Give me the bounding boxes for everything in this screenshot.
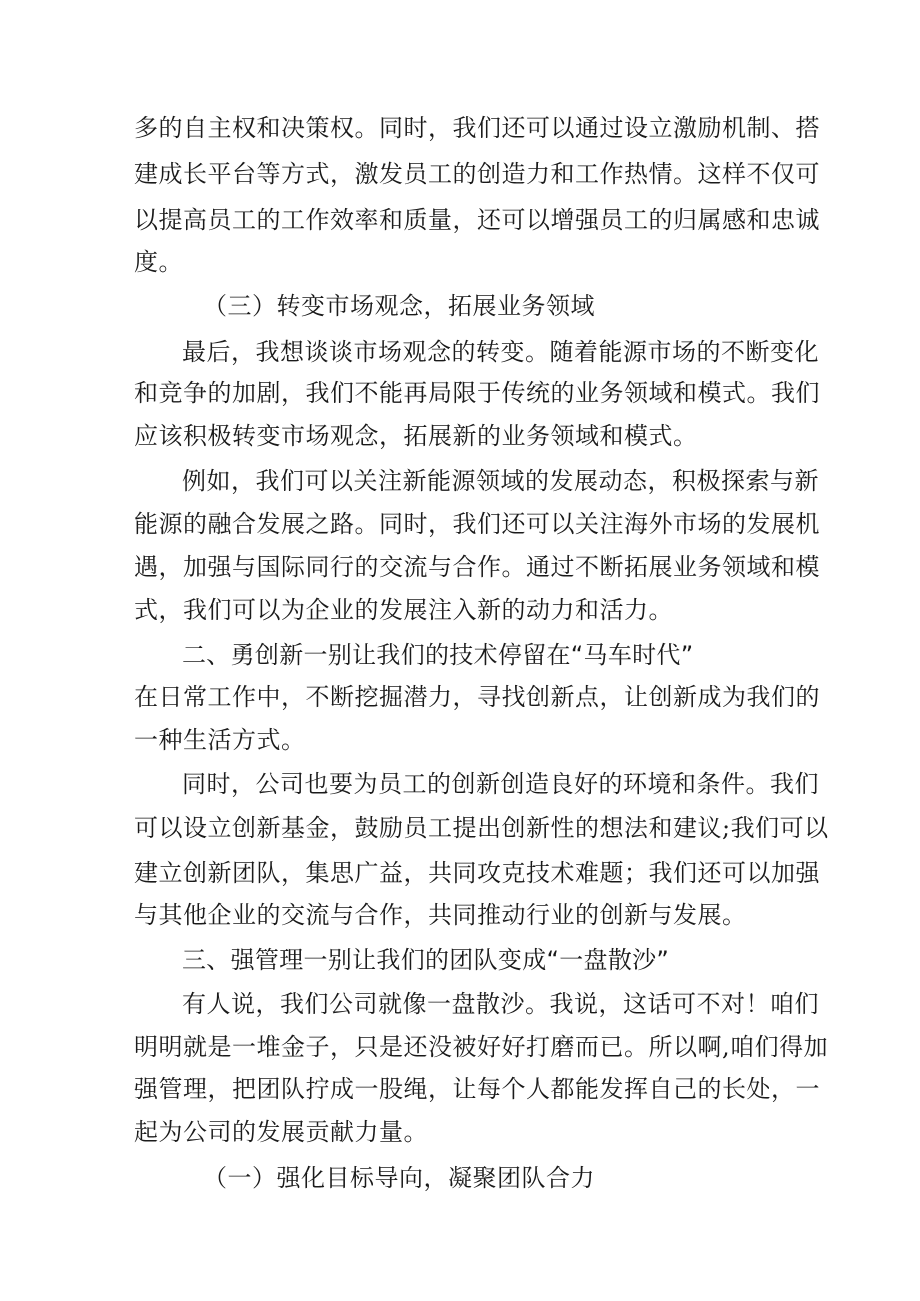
paragraph-line: 建成长平台等方式，激发员工的创造力和工作热情。这样不仅可 [134, 160, 820, 188]
section-heading-3: 三、强管理一别让我们的团队变成“一盘散沙” [182, 946, 670, 974]
paragraph-line: 在日常工作中，不断挖掘潜力，寻找创新点，让创新成为我们的 [134, 683, 820, 711]
paragraph-line: 例如，我们可以关注新能源领域的发展动态，积极探索与新 [182, 467, 819, 495]
paragraph-line: 建立创新团队，集思广益，共同攻克技术难题；我们还可以加强 [134, 859, 820, 887]
paragraph-line: 一种生活方式。 [134, 726, 306, 754]
paragraph-line: 能源的融合发展之路。同时，我们还可以关注海外市场的发展机 [134, 510, 820, 538]
paragraph-line: 有人说，我们公司就像一盘散沙。我说，这话可不对！咱们 [182, 990, 819, 1018]
subheading-1: （一）强化目标导向，凝聚团队合力 [203, 1164, 595, 1192]
subheading-3: （三）转变市场观念，拓展业务领域 [203, 292, 595, 320]
paragraph-line: 同时，公司也要为员工的创新创造良好的环境和条件。我们 [182, 770, 819, 798]
paragraph-line: 与其他企业的交流与合作，共同推动行业的创新与发展。 [134, 901, 747, 929]
paragraph-line: 起为公司的发展贡献力量。 [134, 1118, 428, 1146]
paragraph-line: 强管理，把团队拧成一股绳，让每个人都能发挥自己的长处，一 [134, 1075, 820, 1103]
section-heading-2: 二、勇创新一别让我们的技术停留在“马车时代” [182, 641, 694, 669]
paragraph-line: 遇，加强与国际同行的交流与合作。通过不断拓展业务领域和模 [134, 553, 820, 581]
paragraph-line: 明明就是一堆金子，只是还没被好好打磨而已。所以啊,咱们得加 [134, 1033, 829, 1061]
paragraph-line: 以提高员工的工作效率和质量，还可以增强员工的归属感和忠诚 [134, 206, 820, 234]
paragraph-line: 应该积极转变市场观念，拓展新的业务领域和模式。 [134, 422, 698, 450]
paragraph-line: 和竞争的加剧，我们不能再局限于传统的业务领域和模式。我们 [134, 379, 820, 407]
paragraph-line: 式，我们可以为企业的发展注入新的动力和活力。 [134, 596, 673, 624]
paragraph-line: 可以设立创新基金，鼓励员工提出创新性的想法和建议;我们可以 [134, 814, 829, 842]
paragraph-line: 度。 [134, 248, 183, 276]
paragraph-line: 最后，我想谈谈市场观念的转变。随着能源市场的不断变化 [182, 338, 819, 366]
paragraph-line: 多的自主权和决策权。同时，我们还可以通过设立激励机制、搭 [134, 114, 820, 142]
